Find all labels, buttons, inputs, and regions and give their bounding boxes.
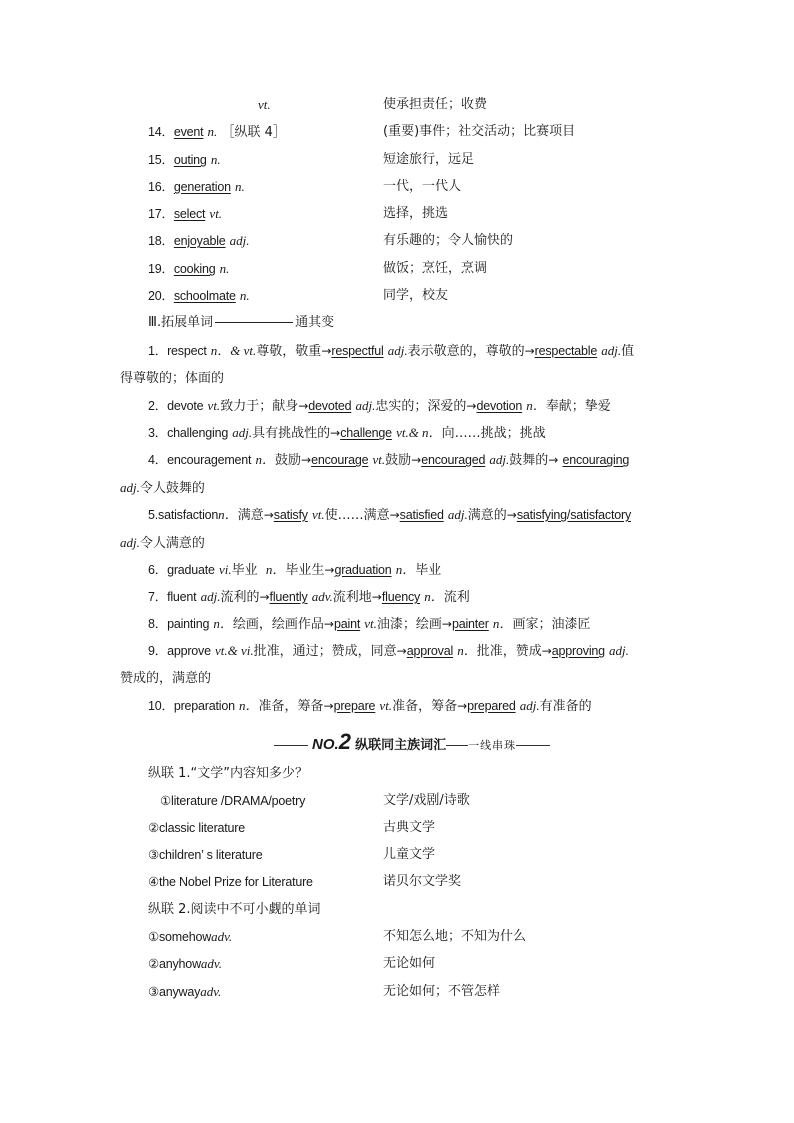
item-number: 18． bbox=[148, 234, 174, 248]
part-of-speech: n. bbox=[219, 261, 230, 276]
arrow-icon: → bbox=[524, 344, 535, 358]
group-2-item-zh: 不知怎么地；不知为什么 bbox=[383, 929, 527, 944]
heading-rule bbox=[215, 322, 293, 323]
heading-dash bbox=[274, 745, 308, 746]
derived-word: paint bbox=[333, 617, 361, 631]
arrow-icon: → bbox=[466, 399, 477, 413]
vocab-row-16-meaning: 一代，一代人 bbox=[383, 179, 462, 194]
vocab-row-15 bbox=[148, 151, 221, 170]
arrow-icon: → bbox=[321, 344, 332, 358]
part-of-speech: n. bbox=[210, 152, 221, 167]
section-title: 纵联同主族词汇 bbox=[355, 738, 447, 753]
derived-word: encourage bbox=[311, 453, 369, 467]
part-of-speech: adv. bbox=[211, 929, 233, 944]
derived-word: approving bbox=[551, 644, 605, 658]
arrow-icon: → bbox=[411, 453, 422, 467]
group-1-item-en: ③children’ s literature bbox=[148, 848, 263, 862]
vocab-row-17 bbox=[148, 205, 222, 224]
expand-item-10: 10．preparation n．准备，筹备→prepare vt.准备，筹备→prepared adj.有准备的 bbox=[148, 698, 592, 714]
expand-item-4: 4．encouragement n．鼓励→encourage vt.鼓励→encouraged adj.鼓舞的→ encouraging adj.令人鼓舞的 bbox=[120, 452, 630, 496]
base-word: graduate bbox=[167, 563, 215, 577]
vocab-word: ①somehow bbox=[148, 930, 212, 944]
section-3-suffix: 通其变 bbox=[295, 315, 335, 330]
derived-word: satisfying/satisfactory bbox=[516, 508, 632, 522]
arrow-icon: → bbox=[548, 453, 559, 467]
expand-item-2: 2．devote vt.致力于；献身→devoted adj.忠实的；深爱的→devotion n．奉献；挚爱 bbox=[148, 398, 611, 414]
vocab-row-18-meaning: 有乐趣的；令人愉快的 bbox=[383, 233, 514, 248]
derived-word: fluency bbox=[381, 590, 421, 604]
heading-dash bbox=[446, 745, 468, 746]
item-number: 15． bbox=[148, 153, 174, 167]
group-1-header: 纵联 1.“文学”内容知多少？ bbox=[148, 766, 309, 781]
derived-word: painter bbox=[451, 617, 489, 631]
base-word: fluent bbox=[167, 590, 197, 604]
item-number: 14． bbox=[148, 125, 174, 139]
vocab-row-14-meaning: (重要)事件；社交活动；比赛项目 bbox=[383, 124, 576, 139]
base-word: devote bbox=[167, 399, 204, 413]
expand-item-3: 3．challenging adj.具有挑战性的→challenge vt.& n．向……挑战；挑战 bbox=[148, 425, 546, 441]
arrow-icon: → bbox=[506, 508, 517, 522]
derived-word: prepared bbox=[467, 699, 516, 713]
vocab-row-19 bbox=[148, 260, 229, 279]
group-2-header: 纵联 2.阅读中不可小觑的单词 bbox=[148, 902, 321, 917]
derived-word: respectable bbox=[534, 344, 598, 358]
arrow-icon: → bbox=[371, 590, 382, 604]
derived-word: respectful bbox=[331, 344, 384, 358]
group-2-item bbox=[148, 928, 232, 947]
arrow-icon: → bbox=[301, 453, 312, 467]
vocab-row-13-pos bbox=[258, 96, 271, 115]
derived-word: approval bbox=[406, 644, 454, 658]
arrow-icon: → bbox=[324, 563, 335, 577]
base-word: respect bbox=[167, 344, 207, 358]
vocab-row-19-meaning: 做饭；烹饪，烹调 bbox=[383, 261, 488, 276]
base-word: preparation bbox=[173, 699, 235, 713]
group-2-item bbox=[148, 955, 222, 974]
part-of-speech: adj. bbox=[229, 233, 250, 248]
expand-item-9: 9．approve vt.& vi.批准，通过；赞成，同意→approval n．批准，赞成→approving adj. 赞成的，满意的 bbox=[120, 643, 629, 686]
heading-dash bbox=[516, 745, 550, 746]
group-1-item-zh: 古典文学 bbox=[383, 820, 436, 835]
arrow-icon: → bbox=[389, 508, 400, 522]
cross-ref-note: ［纵联 4］ bbox=[221, 125, 286, 140]
arrow-icon: → bbox=[298, 399, 309, 413]
vocab-word: event bbox=[173, 125, 204, 139]
group-1-item-en: ①literature /DRAMA/poetry bbox=[160, 794, 306, 808]
arrow-icon: → bbox=[396, 644, 407, 658]
arrow-icon: → bbox=[457, 699, 468, 713]
vocab-row-18 bbox=[148, 232, 250, 251]
section-3-heading bbox=[148, 314, 334, 332]
derived-word: satisfy bbox=[273, 508, 308, 522]
vocab-word: outing bbox=[173, 153, 207, 167]
group-1-item-en: ②classic literature bbox=[148, 821, 246, 835]
arrow-icon: → bbox=[323, 617, 334, 631]
part-of-speech: vt. bbox=[258, 97, 271, 112]
group-1-item-zh: 文学/戏剧/诗歌 bbox=[383, 793, 470, 808]
section-no2-heading bbox=[252, 729, 572, 755]
base-word: encouragement bbox=[167, 453, 252, 467]
derived-word: devotion bbox=[476, 399, 523, 413]
item-number: 17． bbox=[148, 207, 174, 221]
base-word: painting bbox=[167, 617, 210, 631]
vocab-word: cooking bbox=[173, 262, 216, 276]
expand-item-5: 5.satisfactionn．满意→satisfy vt.使……满意→satisfied adj.满意的→satisfying/satisfactory adj.令人满意的 bbox=[120, 507, 632, 551]
item-number: 20． bbox=[148, 289, 174, 303]
part-of-speech: n. bbox=[239, 288, 250, 303]
vocab-word: ③anyway bbox=[148, 985, 201, 999]
derived-word: encouraging bbox=[562, 453, 630, 467]
section-3-label: Ⅲ.拓展单词 bbox=[148, 315, 214, 330]
vocab-row-13-meaning: 使承担责任；收费 bbox=[383, 97, 488, 112]
base-word: approve bbox=[167, 644, 211, 658]
derived-word: fluently bbox=[269, 590, 308, 604]
vocab-row-17-meaning: 选择，挑选 bbox=[383, 206, 449, 221]
section-number: 2 bbox=[338, 729, 351, 754]
group-1-item-zh: 儿童文学 bbox=[383, 847, 436, 862]
vocab-row-16 bbox=[148, 178, 245, 197]
group-1-item-zh: 诺贝尔文学奖 bbox=[383, 874, 462, 889]
vocab-row-15-meaning: 短途旅行，远足 bbox=[383, 152, 475, 167]
derived-word: graduation bbox=[334, 563, 392, 577]
part-of-speech: n. bbox=[235, 179, 245, 194]
part-of-speech: adv. bbox=[200, 984, 222, 999]
vocab-word: enjoyable bbox=[173, 234, 226, 248]
vocab-word: ②anyhow bbox=[148, 957, 201, 971]
derived-word: prepare bbox=[333, 699, 376, 713]
section-no-label: NO. bbox=[312, 736, 339, 753]
vocab-word: select bbox=[173, 207, 206, 221]
derived-word: devoted bbox=[308, 399, 352, 413]
arrow-icon: → bbox=[441, 617, 452, 631]
section-subtitle: 一线串珠 bbox=[468, 739, 517, 752]
arrow-icon: → bbox=[330, 426, 341, 440]
group-1-item-en: ④the Nobel Prize for Literature bbox=[148, 875, 313, 889]
group-2-item-zh: 无论如何 bbox=[383, 956, 436, 971]
expand-item-1: 1．respect n．& vt.尊敬，敬重→respectful adj.表示敬意的，尊敬的→respectable adj.值 得尊敬的；体面的 bbox=[120, 343, 635, 386]
item-number: 16． bbox=[148, 180, 174, 194]
part-of-speech: vt. bbox=[209, 206, 223, 221]
derived-word: challenge bbox=[340, 426, 392, 440]
vocab-row-20 bbox=[148, 287, 250, 306]
group-2-item bbox=[148, 983, 221, 1002]
arrow-icon: → bbox=[323, 699, 334, 713]
expand-item-8: 8．painting n．绘画，绘画作品→paint vt.油漆；绘画→painter n．画家；油漆匠 bbox=[148, 616, 591, 632]
group-2-item-zh: 无论如何；不管怎样 bbox=[383, 984, 501, 999]
derived-word: satisfied bbox=[399, 508, 444, 522]
arrow-icon: → bbox=[541, 644, 552, 658]
vocab-row-14 bbox=[148, 123, 286, 142]
item-number: 19． bbox=[148, 262, 174, 276]
base-word: satisfaction bbox=[158, 508, 219, 522]
part-of-speech: adv. bbox=[200, 956, 222, 971]
arrow-icon: → bbox=[263, 508, 274, 522]
expand-item-6: 6．graduate vi.毕业 n．毕业生→graduation n．毕业 bbox=[148, 562, 442, 578]
derived-word: encouraged bbox=[421, 453, 486, 467]
vocab-word: schoolmate bbox=[173, 289, 236, 303]
vocab-row-20-meaning: 同学，校友 bbox=[383, 288, 449, 303]
base-word: challenging bbox=[167, 426, 229, 440]
arrow-icon: → bbox=[259, 590, 270, 604]
expand-item-7: 7．fluent adj.流利的→fluently adv.流利地→fluency n．流利 bbox=[148, 589, 470, 605]
part-of-speech: n. bbox=[207, 124, 218, 139]
vocab-word: generation bbox=[173, 180, 231, 194]
